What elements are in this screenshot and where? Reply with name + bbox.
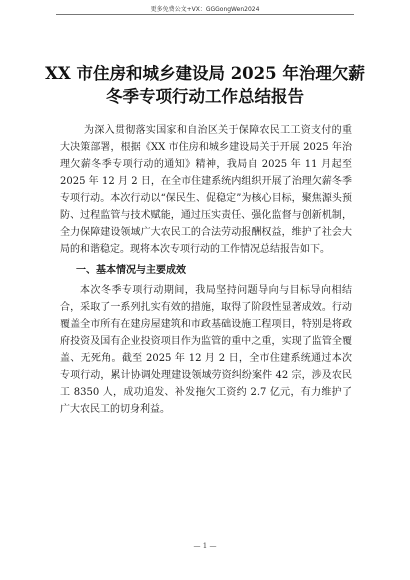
title-line-1: XX 市住房和城乡建设局 2025 年治理欠薪: [45, 64, 365, 83]
section-paragraph: 本次冬季专项行动期间，我局坚持问题导向与目标导向相结合，采取了一系列扎实有效的措施，取得了阶段性显著成效。行动覆盖全市所有在建房屋建筑和市政基础设施工程项目，特别是将政府投资及国有企业投资项目作为监管的重中之重，实现了监管全覆盖、无死角。截至 2025 年 12 月 2 日，全市住建系统通过本次专项行动，累计协调处理建设领域劳资纠纷案件 42 宗，涉及农民工 8350 人，成功追发、补发拖欠工资约 2.7 亿元，有力维护了广大农民工的切身利益。: [60, 285, 352, 415]
intro-paragraph: 为深入贯彻落实国家和自治区关于保障农民工工资支付的重大决策部署，根据《XX 市住房和城乡建设局关于开展 2025 年治理欠薪冬季专项行动的通知》精神，我局自 2025 年 11 月起至 2025 年 12 月 2 日，在全市住建系统内组织开展了治理欠薪冬季专项行动。本次行动以“保民生、促稳定”为核心目标，聚焦源头预防、过程监管与技术赋能，通过压实责任、强化监督与创新机制，全力保障建设领域广大农民工的合法劳动报酬权益，维护了社会大局的和谐稳定。现将本次专项行动的工作情况总结报告如下。: [60, 125, 352, 255]
page-number: — 1 —: [193, 542, 217, 550]
document-title: [40, 62, 370, 108]
page-header: 更多免费公文+VX：GGGongWen2024: [150, 6, 260, 13]
section-heading: 一、基本情况与主要成效: [76, 265, 186, 276]
title-line-2: 冬季专项行动工作总结报告: [106, 87, 304, 106]
header-divider: [56, 14, 354, 15]
document-body: [60, 122, 352, 418]
